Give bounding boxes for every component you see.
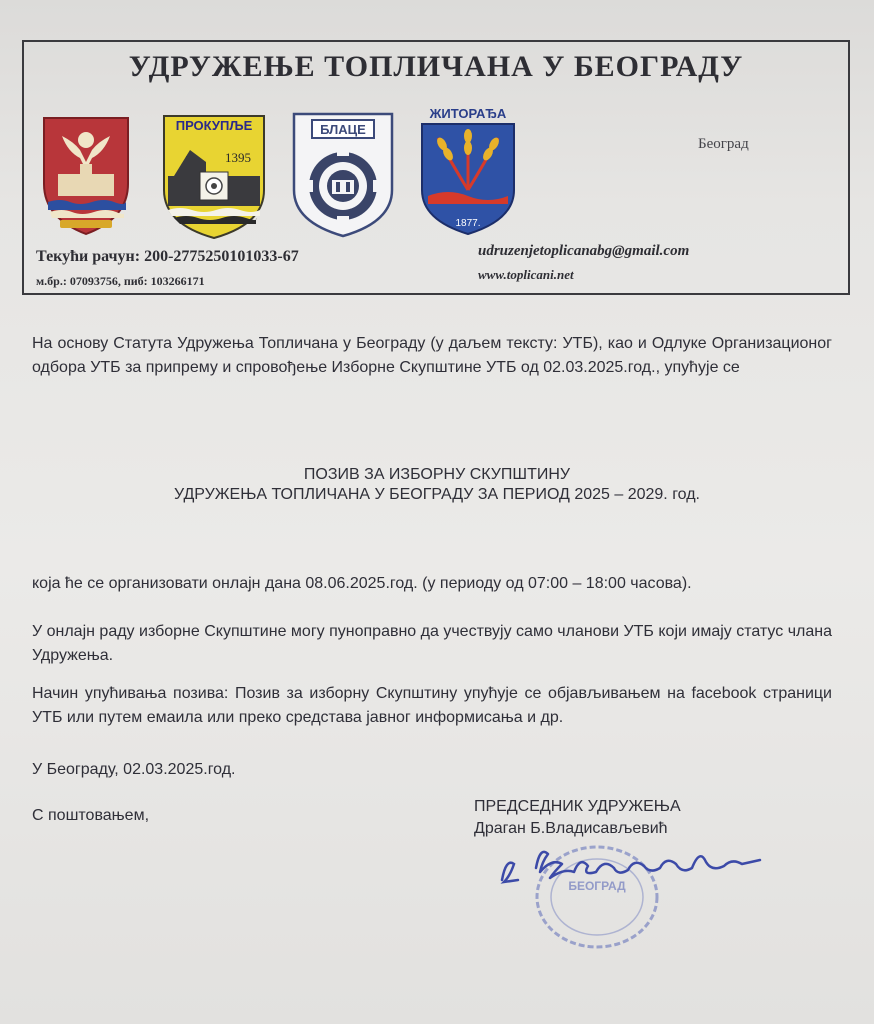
delivery-paragraph: Начин упућивања позива: Позив за изборну Скупштину упућује се објављивањем на facebook страници УТБ или путем емаила или преко средстава јавног информисања и др.: [32, 685, 832, 726]
coat-of-arms-blace-icon: [290, 110, 396, 238]
crest-label-prokuplje: ПРОКУПЉЕ: [175, 118, 253, 133]
stamp-text: БЕОГРАД: [568, 879, 626, 893]
coat-of-arms-prokuplje-icon: [160, 112, 268, 240]
crest-label-blace: БЛАЦЕ: [320, 122, 366, 137]
coat-of-arms-zitoradja-icon: [418, 104, 518, 236]
letterhead-city: Београд: [698, 136, 749, 152]
website: www.toplicani.net: [478, 267, 574, 282]
crest-year-prokuplje: 1395: [225, 150, 251, 165]
participation-paragraph: У онлајн раду изборне Скупштине могу пуноправно да учествују само чланови УТБ који имају статус члана Удружења.: [32, 623, 832, 664]
registration-ids: м.бр.: 07093756, пиб: 103266171: [36, 274, 205, 288]
letterhead: [22, 40, 850, 295]
session-paragraph: која ће се организовати онлајн дана 08.06.2025.год. (у периоду од 07:00 – 18:00 часова).: [32, 575, 692, 592]
organization-title: УДРУЖЕЊЕ ТОПЛИЧАНА У БЕОГРАДУ: [128, 50, 744, 83]
place-date: У Београду, 02.03.2025.год.: [32, 761, 236, 778]
closing-salutation: С поштовањем,: [32, 807, 150, 824]
invitation-heading-line2: УДРУЖЕЊА ТОПЛИЧАНА У БЕОГРАДУ ЗА ПЕРИОД 2025 – 2029. год.: [174, 486, 700, 503]
coat-of-arms-red-icon: [40, 114, 132, 238]
intro-paragraph: На основу Статута Удружења Топличана у Београду (у даљем тексту: УТБ), као и Одлуке Организационог одбора УТБ за припрему и спровођење Изборне Скупштине УТБ од 02.03.2025.год., упућује се: [32, 335, 832, 376]
bank-account: Текући рачун: 200-2775250101033-67: [36, 248, 299, 265]
signatory-name: Драган Б.Владисављевић: [474, 820, 668, 837]
invitation-heading-line1: ПОЗИВ ЗА ИЗБОРНУ СКУПШТИНУ: [303, 466, 571, 483]
signatory-title: ПРЕДСЕДНИК УДРУЖЕЊА: [474, 798, 681, 815]
crest-label-zitoradja: ЖИТОРАЂА: [429, 106, 507, 121]
handwritten-signature: [492, 828, 772, 903]
crest-year-zitoradja: 1877.: [455, 218, 481, 229]
contact-email: udruzenjetoplicanabg@gmail.com: [478, 243, 690, 259]
